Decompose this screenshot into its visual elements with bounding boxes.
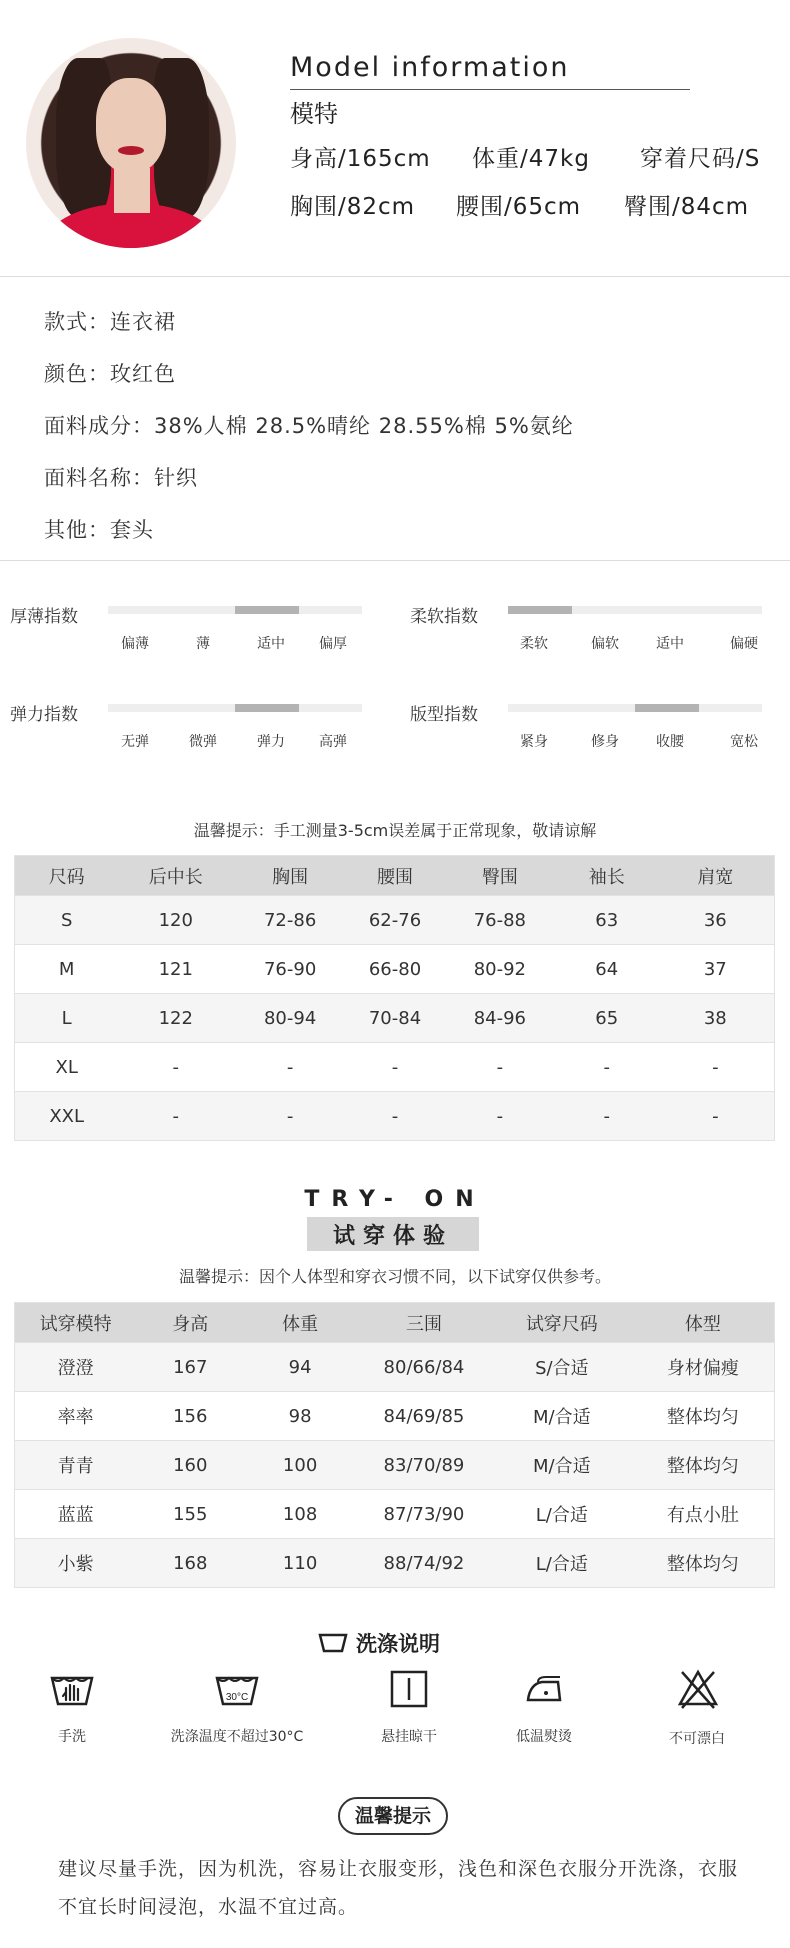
table-cell: -: [118, 1092, 233, 1141]
table-row: [15, 896, 775, 945]
wash-label-hand: 手洗: [58, 1729, 86, 1745]
table-cell: 65: [557, 994, 657, 1043]
tryon-table: [14, 1302, 775, 1588]
low-iron-icon: [524, 1674, 564, 1706]
table-cell: 64: [557, 945, 657, 994]
model-bust: 胸围/82cm: [290, 194, 416, 220]
table-cell: 120: [118, 896, 233, 945]
table-cell: M: [15, 945, 119, 994]
table-header: 肩宽: [657, 856, 775, 896]
table-cell: 38: [657, 994, 775, 1043]
table-header: 胸围: [233, 856, 347, 896]
index-tick-label: 弹力: [257, 734, 285, 750]
basin-icon: [318, 1631, 348, 1655]
table-row: [15, 945, 775, 994]
size-table: [14, 855, 775, 1141]
table-cell: 身材偏瘦: [632, 1343, 775, 1392]
table-cell: 87/73/90: [356, 1490, 492, 1539]
index-tick-label: 修身: [591, 734, 619, 750]
index-bar: [508, 704, 762, 712]
index-tick-label: 适中: [656, 636, 684, 652]
table-cell: 76-88: [443, 896, 557, 945]
table-cell: L/合适: [492, 1490, 632, 1539]
table-cell: L/合适: [492, 1539, 632, 1588]
model-waist: 腰围/65cm: [456, 194, 582, 220]
index-tick-label: 适中: [257, 636, 285, 652]
table-cell: 98: [244, 1392, 356, 1441]
table-cell: 80-94: [233, 994, 347, 1043]
tryon-title-bg: [307, 1217, 479, 1251]
table-cell: 84/69/85: [356, 1392, 492, 1441]
spec-other: 其他：套头: [44, 518, 154, 542]
table-row: [15, 1441, 775, 1490]
table-cell: -: [557, 1092, 657, 1141]
table-row: [15, 1043, 775, 1092]
index-tick-label: 宽松: [730, 734, 758, 750]
divider: [0, 560, 790, 561]
table-row: [15, 994, 775, 1043]
index-tick-label: 收腰: [656, 734, 684, 750]
table-header: 腰围: [347, 856, 443, 896]
table-header: 试穿模特: [15, 1303, 137, 1343]
model-size: 穿着尺码/S: [640, 146, 761, 172]
index-tick-label: 偏厚: [319, 636, 347, 652]
table-cell: -: [657, 1092, 775, 1141]
table-header: 尺码: [15, 856, 119, 896]
no-bleach-icon: [676, 1668, 720, 1710]
wash-30c-icon: [215, 1672, 259, 1708]
table-cell: 155: [136, 1490, 244, 1539]
table-cell: -: [347, 1043, 443, 1092]
table-cell: 72-86: [233, 896, 347, 945]
index-tick-label: 微弹: [189, 734, 217, 750]
table-header: 三围: [356, 1303, 492, 1343]
table-header: 后中长: [118, 856, 233, 896]
table-header: 臀围: [443, 856, 557, 896]
table-cell: 36: [657, 896, 775, 945]
table-cell: 37: [657, 945, 775, 994]
index-tick-label: 薄: [196, 636, 210, 652]
table-row: [15, 1392, 775, 1441]
index-tick-label: 偏薄: [121, 636, 149, 652]
table-cell: -: [657, 1043, 775, 1092]
tryon-tip: 温馨提示：因个人体型和穿衣习惯不同，以下试穿仅供参考。: [178, 1267, 611, 1286]
model-title-underline: [290, 89, 690, 90]
index-tick-label: 偏软: [591, 636, 619, 652]
spec-composition: 面料成分：38%人棉 28.5%晴纶 28.55%棉 5%氨纶: [44, 414, 574, 438]
wash-title: 洗涤说明: [356, 1632, 440, 1656]
table-cell: XXL: [15, 1092, 119, 1141]
table-cell: 167: [136, 1343, 244, 1392]
table-cell: S/合适: [492, 1343, 632, 1392]
table-cell: 整体均匀: [632, 1539, 775, 1588]
table-cell: 62-76: [347, 896, 443, 945]
table-cell: 80/66/84: [356, 1343, 492, 1392]
wash-label-bleach: 不可漂白: [669, 1731, 725, 1747]
model-info-section: [0, 0, 790, 275]
table-cell: 青青: [15, 1441, 137, 1490]
table-cell: -: [443, 1043, 557, 1092]
table-cell: 小紫: [15, 1539, 137, 1588]
table-cell: -: [347, 1092, 443, 1141]
table-cell: -: [443, 1092, 557, 1141]
index-label: 厚薄指数: [10, 607, 78, 627]
table-cell: 66-80: [347, 945, 443, 994]
table-cell: M/合适: [492, 1392, 632, 1441]
table-cell: 整体均匀: [632, 1392, 775, 1441]
model-avatar: [26, 38, 236, 248]
notice-text: 建议尽量手洗，因为机洗，容易让衣服变形，浅色和深色衣服分开洗涤，衣服不宜长时间浸泡，水温不宜过高。: [58, 1858, 739, 1918]
table-row: [15, 1539, 775, 1588]
spec-color: 颜色：玫红色: [44, 362, 176, 386]
hand-wash-icon: [50, 1672, 94, 1708]
table-header: 体型: [632, 1303, 775, 1343]
table-cell: 63: [557, 896, 657, 945]
table-header: 体重: [244, 1303, 356, 1343]
table-cell: -: [233, 1043, 347, 1092]
table-cell: 122: [118, 994, 233, 1043]
index-tick-label: 无弹: [121, 734, 149, 750]
table-cell: 蓝蓝: [15, 1490, 137, 1539]
table-cell: 70-84: [347, 994, 443, 1043]
table-cell: 94: [244, 1343, 356, 1392]
index-bar: [508, 606, 762, 614]
table-row: [15, 1343, 775, 1392]
model-height: 身高/165cm: [290, 146, 431, 172]
table-header: 袖长: [557, 856, 657, 896]
size-tip: 温馨提示：手工测量3-5cm误差属于正常现象，敬请谅解: [193, 821, 597, 840]
table-cell: 88/74/92: [356, 1539, 492, 1588]
table-cell: 澄澄: [15, 1343, 137, 1392]
table-cell: 76-90: [233, 945, 347, 994]
index-label: 版型指数: [410, 705, 478, 725]
table-cell: 有点小肚: [632, 1490, 775, 1539]
spec-style: 款式：连衣裙: [44, 310, 176, 334]
tryon-title-en: TRY- ON: [304, 1187, 486, 1212]
model-hip: 臀围/84cm: [624, 194, 750, 220]
model-title: Model information: [290, 52, 570, 83]
table-row: [15, 1092, 775, 1141]
table-header: 身高: [136, 1303, 244, 1343]
notice-title: 温馨提示: [338, 1797, 448, 1835]
table-cell: 108: [244, 1490, 356, 1539]
index-tick-label: 高弹: [319, 734, 347, 750]
table-cell: -: [118, 1043, 233, 1092]
table-cell: -: [233, 1092, 347, 1141]
tryon-title-cn: 试穿体验: [332, 1224, 453, 1249]
index-bar: [108, 704, 362, 712]
index-bar-fill: [635, 704, 699, 712]
table-cell: XL: [15, 1043, 119, 1092]
wash-label-iron: 低温熨烫: [516, 1729, 572, 1745]
hang-dry-icon: [390, 1670, 428, 1708]
table-header: 试穿尺码: [492, 1303, 632, 1343]
wash-label-temp: 洗涤温度不超过30°C: [170, 1729, 304, 1745]
index-bar-fill: [508, 606, 572, 614]
table-cell: 80-92: [443, 945, 557, 994]
svg-text:30°C: 30°C: [225, 1692, 249, 1703]
table-cell: 整体均匀: [632, 1441, 775, 1490]
index-tick-label: 偏硬: [730, 636, 758, 652]
table-cell: 83/70/89: [356, 1441, 492, 1490]
table-cell: 121: [118, 945, 233, 994]
index-bar-fill: [235, 704, 299, 712]
index-bar-fill: [235, 606, 299, 614]
index-tick-label: 柔软: [520, 636, 548, 652]
table-cell: 156: [136, 1392, 244, 1441]
table-cell: M/合适: [492, 1441, 632, 1490]
wash-label-hang: 悬挂晾干: [381, 1729, 437, 1745]
table-cell: S: [15, 896, 119, 945]
table-cell: 100: [244, 1441, 356, 1490]
table-cell: L: [15, 994, 119, 1043]
table-cell: -: [557, 1043, 657, 1092]
table-cell: 率率: [15, 1392, 137, 1441]
model-weight: 体重/47kg: [472, 146, 590, 172]
model-subtitle: 模特: [290, 100, 338, 128]
index-tick-label: 紧身: [520, 734, 548, 750]
spec-fabric: 面料名称：针织: [44, 466, 198, 490]
table-cell: 84-96: [443, 994, 557, 1043]
divider: [0, 276, 790, 277]
table-cell: 160: [136, 1441, 244, 1490]
table-cell: 110: [244, 1539, 356, 1588]
index-label: 弹力指数: [10, 705, 78, 725]
index-bar: [108, 606, 362, 614]
index-label: 柔软指数: [410, 607, 478, 627]
table-row: [15, 1490, 775, 1539]
table-cell: 168: [136, 1539, 244, 1588]
